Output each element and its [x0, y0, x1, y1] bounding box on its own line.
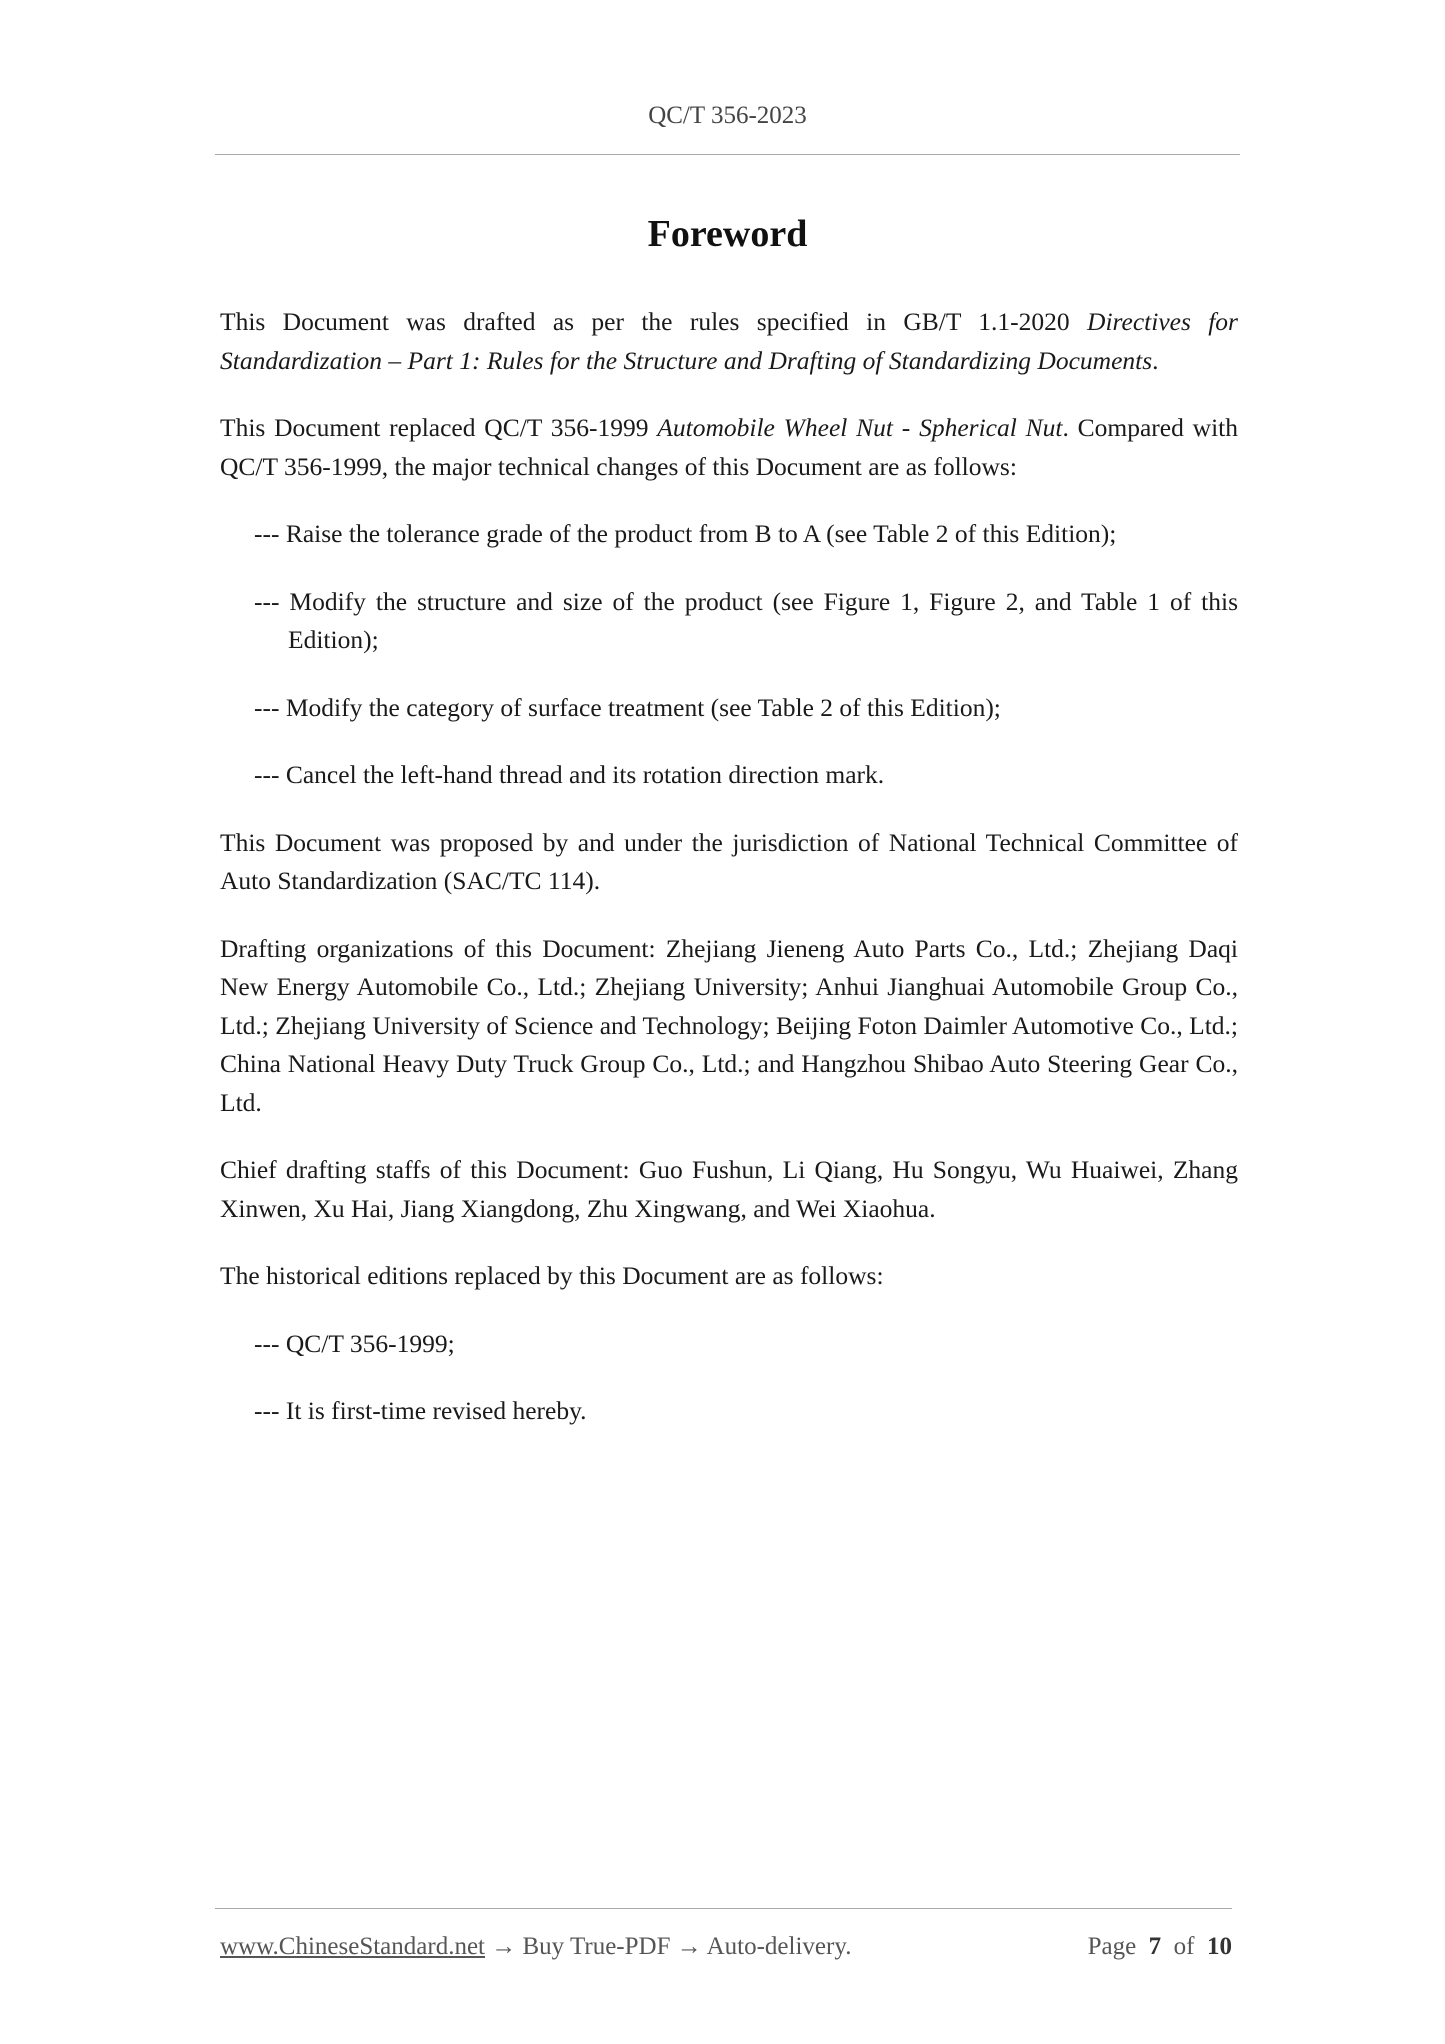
- total-pages: 10: [1207, 1933, 1232, 1960]
- paragraph-drafting-organizations: Drafting organizations of this Document: Zhejiang Jieneng Auto Parts Co., Ltd.; Zhejiang Daqi New Energy Automobile Co., Ltd.; Zhejiang University; Anhui Jianghuai Automobile Group Co., Ltd.; Zhejiang University of Science and Technology; Beijing Foton Daimler Automotive Co., Ltd.; China National Heavy Duty Truck Group Co., Ltd.; and Hangzhou Shibao Auto Steering Gear Co., Ltd.: [220, 933, 1238, 1117]
- list-item-change: --- Cancel the left-hand thread and its rotation direction mark.: [254, 760, 885, 789]
- header-divider: [215, 154, 1240, 155]
- paragraph-historical-editions: The historical editions replaced by this Document are as follows:: [220, 1261, 884, 1290]
- footer-divider: [215, 1908, 1232, 1909]
- website-link[interactable]: www.ChineseStandard.net: [220, 1933, 485, 1960]
- paragraph-replacement: This Document replaced QC/T 356-1999 Automobile Wheel Nut - Spherical Nut. Compared with QC/T 356-1999, the major technical changes of this Document are as follows:: [220, 413, 1238, 481]
- page-title: Foreword: [647, 213, 808, 255]
- directives-title: Directives for Standardization – Part 1: Rules for the Structure and Drafting of Standardizing Documents: [220, 307, 1238, 375]
- list-item-change: --- Modify the category of surface treatment (see Table 2 of this Edition);: [254, 692, 1001, 722]
- list-item-history: --- QC/T 356-1999;: [254, 1328, 455, 1358]
- list-item-history: --- It is first-time revised hereby.: [254, 1396, 587, 1425]
- current-page: 7: [1148, 1933, 1162, 1960]
- paragraph-drafting-staff: Chief drafting staffs of this Document: Guo Fushun, Li Qiang, Hu Songyu, Wu Huaiwei, Zhang Xinwen, Xu Hai, Jiang Xiangdong, Zhu Xingwang, and Wei Xiaohua.: [220, 1155, 1238, 1223]
- list-item-change: --- Modify the structure and size of the product (see Figure 1, Figure 2, and Table 1 of this Edition);: [254, 586, 1238, 654]
- paragraph-jurisdiction: This Document was proposed by and under the jurisdiction of National Technical Committee of Auto Standardization (SAC/TC 114).: [220, 827, 1238, 895]
- list-item-change: --- Raise the tolerance grade of the product from B to A (see Table 2 of this Edition);: [254, 519, 1117, 548]
- footer-promo: [220, 1933, 851, 1961]
- page-number: Page 7 of 10: [1087, 1933, 1232, 1960]
- replaced-standard-title: Automobile Wheel Nut - Spherical Nut: [657, 413, 1063, 442]
- document-body: [220, 303, 1238, 1460]
- paragraph-drafting-rules: This Document was drafted as per the rules specified in GB/T 1.1-2020 Directives for Standardization – Part 1: Rules for the Structure and Drafting of Standardizing Documents.: [220, 307, 1238, 375]
- buy-notice: → Buy True-PDF → Auto-delivery.: [485, 1933, 852, 1960]
- document-code-header: QC/T 356-2023: [648, 102, 807, 129]
